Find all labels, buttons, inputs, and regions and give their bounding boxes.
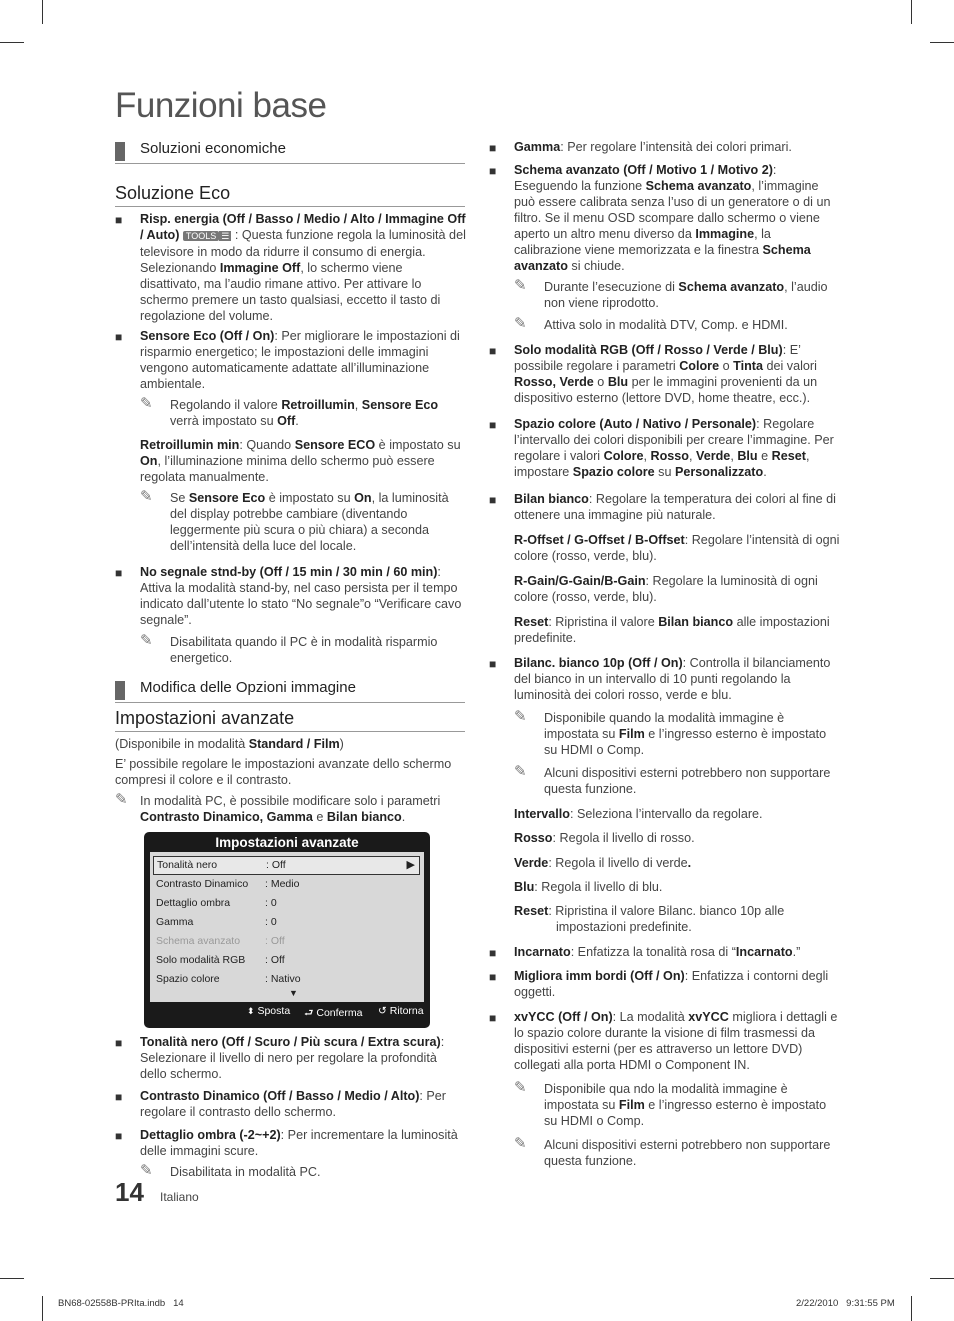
- note-pencil-icon: ✎: [514, 1135, 527, 1152]
- paragraph: Tonalità nero (Off / Scuro / Più scura / Extra scura): Selezionare il livello di nero per regolare la profondità dello schermo.: [140, 1035, 445, 1081]
- crop-mark: [42, 0, 43, 24]
- note-pencil-icon: ✎: [140, 1162, 153, 1179]
- note: Alcuni dispositivi esterni potrebbero non supportare questa funzione.: [544, 1138, 831, 1168]
- note-pencil-icon: ✎: [514, 315, 527, 332]
- paragraph: E’ possibile regolare le impostazioni avanzate dello schermo compresi il colore e il contrasto.: [115, 757, 452, 787]
- crop-mark: [911, 1296, 912, 1321]
- paragraph: Spazio colore (Auto / Nativo / Personale): Regolare l’intervallo dei colori disponibili per creare l’immagine. Per regolare i valori Colore, Rosso, Verde, Blu e Reset, impostare Spazio colore su Personalizzato.: [514, 417, 834, 479]
- subheading-advanced: Impostazioni avanzate: [115, 708, 465, 732]
- note: Alcuni dispositivi esterni potrebbero non supportare questa funzione.: [544, 766, 831, 796]
- enter-icon: ⮐: [304, 1007, 314, 1019]
- return-icon: ↺: [378, 1005, 387, 1017]
- note: Attiva solo in modalità DTV, Comp. e HDMI.: [544, 318, 788, 332]
- note: Regolando il valore Retroillumin, Sensore Eco verrà impostato su Off.: [170, 398, 439, 428]
- paragraph: Incarnato: Enfatizza la tonalità rosa di “Incarnato.”: [514, 945, 801, 959]
- paragraph: R-Gain/G-Gain/B-Gain: Regolare la luminosità di ogni colore (rosso, verde, blu).: [514, 574, 818, 604]
- page-title: Funzioni base: [115, 86, 327, 125]
- paragraph: Dettaglio ombra (-2~+2): Per incrementare la luminosità delle immagini scure.: [140, 1128, 458, 1158]
- crop-mark: [0, 1278, 24, 1279]
- note: Durante l’esecuzione di Schema avanzato, l’audio non viene riprodotto.: [544, 280, 828, 310]
- bullet-square-icon: ■: [489, 970, 497, 984]
- menu-row[interactable]: Spazio colore : Nativo: [156, 973, 301, 985]
- bullet-square-icon: ■: [489, 141, 497, 155]
- language-label: Italiano: [160, 1190, 199, 1204]
- menu-row[interactable]: Gamma : 0: [156, 916, 277, 928]
- crop-mark: [0, 42, 24, 43]
- paragraph: Solo modalità RGB (Off / Rosso / Verde / Blu): E’ possibile regolare i parametri Colore o Tinta dei valori Rosso, Verde o Blu per le immagini provenienti da un dispositivo esterno (lettore DVD, home theatre, ecc.).: [514, 343, 818, 405]
- menu-title: Impostazioni avanzate: [215, 835, 359, 850]
- bullet-square-icon: ■: [489, 657, 497, 671]
- paragraph: Gamma: Per regolare l’intensità dei colori primari.: [514, 140, 792, 154]
- bullet-square-icon: ■: [115, 1090, 123, 1104]
- print-footer-datetime: 2/22/2010 9:31:55 PM: [796, 1298, 895, 1309]
- bullet-square-icon: ■: [489, 946, 497, 960]
- note-pencil-icon: ✎: [514, 708, 527, 725]
- crop-mark: [42, 1296, 43, 1321]
- crop-mark: [930, 1278, 954, 1279]
- paragraph: R-Offset / G-Offset / B-Offset: Regolare l’intensità di ogni colore (rosso, verde, blu).: [514, 533, 840, 563]
- menu-row-disabled: Schema avanzato : Off: [156, 935, 285, 947]
- note: Disponibile qua ndo la modalità immagine è impostata su Film e l’ingresso esterno è impostato su HDMI o Comp.: [544, 1082, 827, 1128]
- bullet-square-icon: ■: [115, 1129, 123, 1143]
- tools-icon: ☰: [221, 231, 230, 241]
- crop-mark: [911, 0, 912, 24]
- note-pencil-icon: ✎: [514, 277, 527, 294]
- note: In modalità PC, è possibile modificare solo i parametri Contrasto Dinamico, Gamma e Bilan bianco.: [140, 794, 441, 824]
- paragraph: Schema avanzato (Off / Motivo 1 / Motivo 2): Eseguendo la funzione Schema avanzato, l’immagine può essere calibrata senza l’uso di un generatore o di un filtro. Se il menu OSD scompare dallo schermo o viene aperto un altro menu diverso da Immagine, la calibrazione viene memorizzata e la finestra Schema avanzato si chiude.: [514, 163, 831, 273]
- bullet-square-icon: ■: [115, 1036, 123, 1050]
- paragraph: Migliora imm bordi (Off / On): Enfatizza i contorni degli oggetti.: [514, 969, 829, 999]
- bullet-square-icon: ■: [115, 213, 123, 227]
- paragraph: Bilanc. bianco 10p (Off / On): Controlla il bilanciamento del bianco in un intervallo di 10 punti regolando la luminosità dei colori rosso, verde e blu.: [514, 656, 831, 702]
- arrow-right-icon: ▶: [406, 859, 415, 871]
- section-heading-picture-options: Modifica delle Opzioni immagine: [115, 679, 465, 703]
- note-pencil-icon: ✎: [115, 791, 128, 808]
- crop-mark: [930, 42, 954, 43]
- osd-menu: [144, 832, 430, 1028]
- paragraph: Retroillumin min: Quando Sensore ECO è impostato su On, l’illuminazione minima dello schermo può essere regolata manualmente.: [140, 438, 461, 484]
- menu-body: [150, 852, 424, 1002]
- paragraph: Risp. energia (Off / Basso / Medio / Alto / Immagine Off / Auto) TOOLS ☰ : Questa funzione regola la luminosità del televisore in modo da ridurre il consumo di energia. Selezionando Immagine Off, lo schermo viene disattivato, ma l’audio rimane attivo. Per attivare lo schermo premere un tasto qualsiasi, eccetto il tasto di regolazione del volume.: [140, 212, 466, 323]
- note-pencil-icon: ✎: [140, 488, 153, 505]
- subheading-eco: Soluzione Eco: [115, 183, 465, 207]
- note: Disponibile quando la modalità immagine è impostata su Film e l’ingresso esterno è impostato su HDMI o Comp.: [544, 711, 827, 757]
- paragraph: Contrasto Dinamico (Off / Basso / Medio / Alto): Per regolare il contrasto dello schermo.: [140, 1089, 447, 1119]
- bullet-square-icon: ■: [489, 493, 497, 507]
- paragraph: No segnale stnd-by (Off / 15 min / 30 min / 60 min): Attiva la modalità stand-by, nel caso persista per il tempo indicato dall’utente lo stato “No segnale”o “Verificare cavo segnale”.: [140, 565, 462, 627]
- menu-footer-move: ⬍ Sposta: [247, 1005, 291, 1017]
- paragraph: Rosso: Regola il livello di rosso.: [514, 831, 695, 845]
- paragraph: xvYCC (Off / On): La modalità xvYCC migliora i dettagli e lo spazio colore durante la visione di film trasmessi da dispositivi esterni (per es attraverso un lettore DVD) collegati alla porta HDMI o Component IN.: [514, 1010, 838, 1072]
- menu-row[interactable]: Dettaglio ombra : 0: [156, 897, 277, 909]
- bullet-square-icon: ■: [115, 566, 123, 580]
- tools-badge: TOOLS: [183, 231, 219, 241]
- paragraph: Sensore Eco (Off / On): Per migliorare le impostazioni di risparmio energetico; le impostazioni delle immagini vengono automaticamente adattate all’illuminazione ambientale.: [140, 329, 460, 391]
- menu-footer-confirm: ⮐ Conferma: [304, 1007, 363, 1019]
- note-pencil-icon: ✎: [140, 632, 153, 649]
- bullet-square-icon: ■: [489, 344, 497, 358]
- bullet-square-icon: ■: [489, 1011, 497, 1025]
- menu-row[interactable]: Contrasto Dinamico : Medio: [156, 878, 300, 890]
- menu-row-selected[interactable]: Tonalità nero : Off ▶: [153, 856, 420, 875]
- paragraph: (Disponibile in modalità Standard / Film): [115, 737, 344, 751]
- note: Se Sensore Eco è impostato su On, la luminosità del display potrebbe cambiare (diventando leggermente più scura o più chiara) a seconda dell’intensità della luce del locale.: [170, 491, 449, 553]
- section-bar-icon: [115, 681, 125, 700]
- move-arrows-icon: ⬍: [247, 1006, 255, 1016]
- bullet-square-icon: ■: [115, 330, 123, 344]
- note: Disabilitata in modalità PC.: [170, 1165, 321, 1179]
- paragraph: Blu: Regola il livello di blu.: [514, 880, 663, 894]
- scroll-down-icon[interactable]: ▼: [289, 988, 298, 998]
- paragraph: Reset: Ripristina il valore Bilanc. bianco 10p alle impostazioni predefinite.: [514, 904, 785, 934]
- menu-row[interactable]: Solo modalità RGB : Off: [156, 954, 285, 966]
- bullet-square-icon: ■: [489, 418, 497, 432]
- note-pencil-icon: ✎: [514, 763, 527, 780]
- note: Disabilitata quando il PC è in modalità risparmio energetico.: [170, 635, 438, 665]
- note-pencil-icon: ✎: [514, 1079, 527, 1096]
- paragraph: Reset: Ripristina il valore Bilan bianco alle impostazioni predefinite.: [514, 615, 830, 645]
- menu-footer-return: ↺ Ritorna: [378, 1005, 424, 1017]
- paragraph: Bilan bianco: Regolare la temperatura dei colori al fine di ottenere una immagine più naturale.: [514, 492, 836, 522]
- bullet-square-icon: ■: [489, 164, 497, 178]
- section-bar-icon: [115, 142, 125, 161]
- print-footer-file: BN68-02558B-PRIta.indb 14: [58, 1298, 184, 1309]
- note-pencil-icon: ✎: [140, 395, 153, 412]
- section-heading-economic: Soluzioni economiche: [115, 140, 465, 164]
- page-number: 14: [115, 1177, 144, 1207]
- paragraph: Verde: Regola il livello di verde.: [514, 856, 692, 870]
- paragraph: Intervallo: Seleziona l’intervallo da regolare.: [514, 807, 763, 821]
